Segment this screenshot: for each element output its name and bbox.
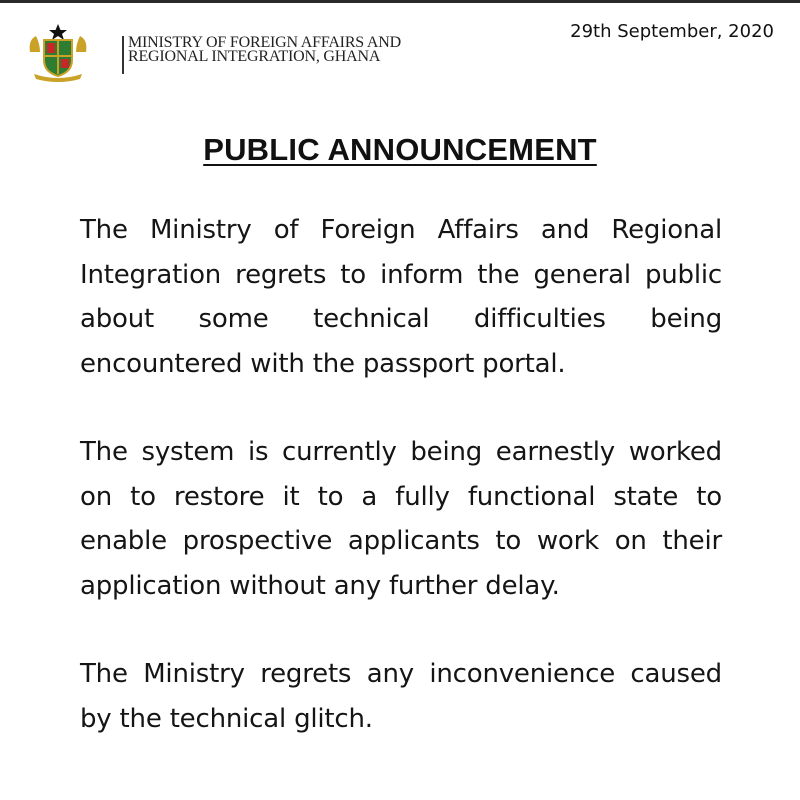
top-border-line bbox=[0, 0, 800, 3]
letterhead bbox=[26, 22, 774, 82]
paragraph-3: The Ministry regrets any inconvenience caused by the technical glitch. bbox=[80, 659, 722, 734]
ministry-name bbox=[128, 36, 448, 64]
ghana-coat-of-arms-icon bbox=[26, 22, 90, 82]
paragraph-1: The Ministry of Foreign Affairs and Regional Integration regrets to inform the general public about some technical difficulties being encountered with the passport portal. bbox=[80, 215, 722, 379]
announcement-title-text: PUBLIC ANNOUNCEMENT bbox=[203, 132, 597, 167]
ministry-name-line-1: MINISTRY OF FOREIGN AFFAIRS AND bbox=[128, 34, 401, 51]
announcement-date: 29th September, 2020 bbox=[570, 21, 774, 42]
announcement-title bbox=[0, 132, 800, 168]
letterhead-divider bbox=[122, 36, 124, 74]
announcement-body bbox=[80, 208, 722, 785]
ministry-name-line-2: REGIONAL INTEGRATION, GHANA bbox=[128, 48, 381, 65]
paragraph-2: The system is currently being earnestly worked on to restore it to a fully functional state to enable prospective applicants to work on their application without any further delay. bbox=[80, 437, 722, 601]
